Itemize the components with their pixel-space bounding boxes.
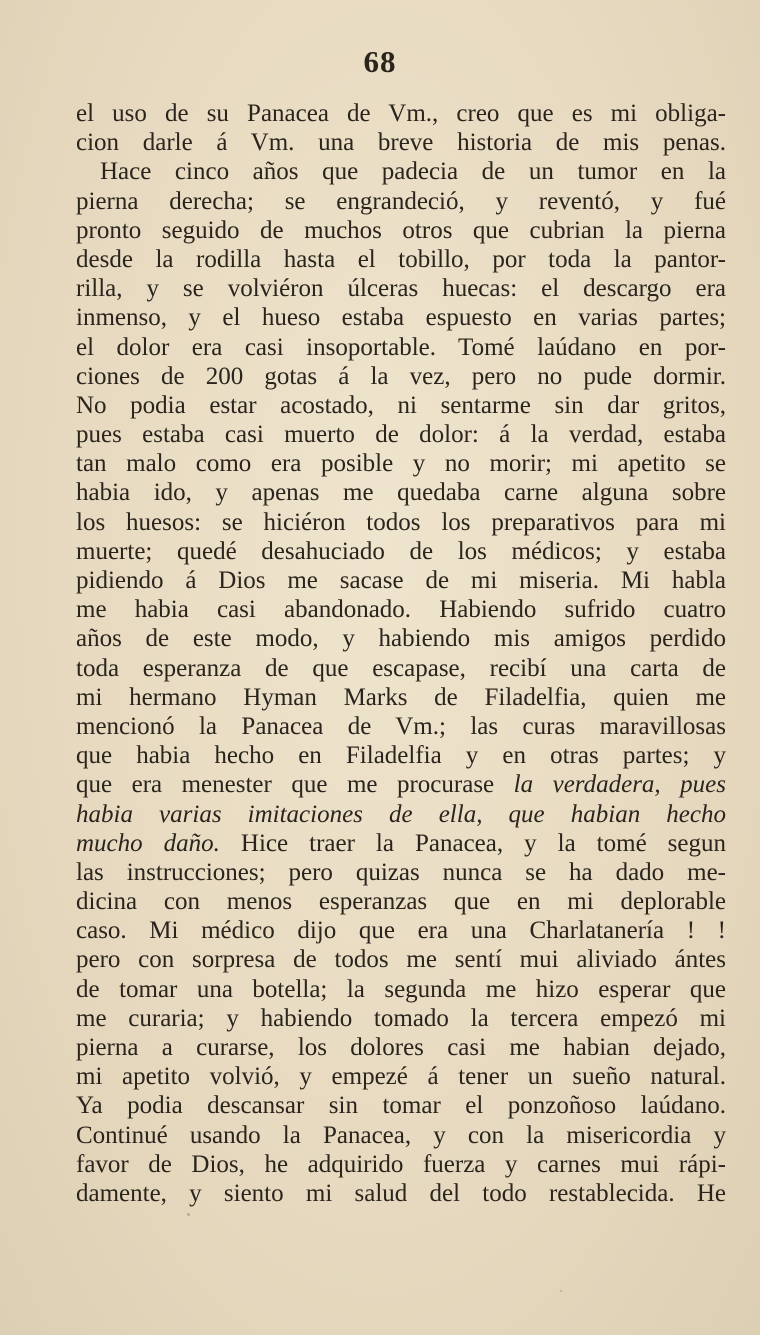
line-text: que era menester que me procurase bbox=[76, 771, 514, 799]
line-text: mi apetito volvió, y empezé á tener un sueño natural. bbox=[76, 1063, 726, 1091]
text-line bbox=[76, 128, 726, 157]
line-text: las instrucciones; pero quizas nunca se ha dado me- bbox=[76, 858, 726, 886]
text-line bbox=[76, 1004, 726, 1033]
line-text: muerte; quedé desahuciado de los médicos; y estaba bbox=[76, 537, 726, 565]
line-text: el uso de su Panacea de Vm., creo que es mi obliga- bbox=[76, 100, 726, 127]
text-line bbox=[76, 216, 726, 245]
line-text: pidiendo á Dios me sacase de mi miseria. Mi habla bbox=[76, 567, 726, 594]
line-italic-text: la verdadera, pues bbox=[513, 771, 726, 799]
text-line bbox=[76, 1062, 726, 1091]
text-line bbox=[76, 99, 726, 128]
line-text: el dolor era casi insoportable. Tomé laúdano en por- bbox=[76, 333, 726, 361]
paper-spot bbox=[187, 1213, 190, 1216]
line-text: los huesos: se hiciéron todos los preparativos para mi bbox=[76, 508, 726, 536]
text-line bbox=[76, 478, 726, 507]
text-line bbox=[76, 1091, 726, 1120]
text-line bbox=[76, 1179, 726, 1208]
line-text: que habia hecho en Filadelfia y en otras partes; y bbox=[76, 742, 726, 770]
line-text: mencionó la Panacea de Vm.; las curas maravillosas bbox=[76, 712, 726, 740]
text-line bbox=[76, 157, 726, 186]
body-text bbox=[76, 99, 726, 1208]
line-text: ciones de 200 gotas á la vez, pero no pude dormir. bbox=[76, 362, 726, 390]
line-text: desde la rodilla hasta el tobillo, por toda la pantor- bbox=[76, 245, 726, 273]
line-text: Continué usando la Panacea, y con la misericordia y bbox=[76, 1121, 726, 1149]
line-text: dicina con menos esperanzas que en mi deplorable bbox=[76, 888, 726, 916]
line-text: pierna derecha; se engrandeció, y reventó, y fué bbox=[76, 187, 726, 215]
line-text: Ya podia descansar sin tomar el ponzoñoso laúdano. bbox=[76, 1092, 726, 1120]
line-text: pues estaba casi muerto de dolor: á la verdad, estaba bbox=[76, 421, 726, 449]
text-line bbox=[76, 274, 726, 303]
line-text: mi hermano Hyman Marks de Filadelfia, quien me bbox=[76, 683, 726, 711]
text-line bbox=[76, 712, 726, 741]
text-line bbox=[76, 362, 726, 391]
line-italic-text: habia varias imitaciones de ella, que habian hecho bbox=[76, 800, 726, 828]
text-line bbox=[76, 858, 726, 887]
line-text: rilla, y se volviéron úlceras huecas: el descargo era bbox=[76, 275, 726, 303]
line-italic-text: mucho daño. bbox=[76, 829, 220, 857]
line-text: pronto seguido de muchos otros que cubrian la pierna bbox=[76, 216, 726, 244]
text-line bbox=[76, 595, 726, 624]
text-line bbox=[76, 975, 726, 1004]
line-text: Hace cinco años que padecia de un tumor en la bbox=[100, 158, 726, 186]
line-text: inmenso, y el hueso estaba espuesto en varias partes; bbox=[76, 304, 726, 332]
line-text: toda esperanza de que escapase, recibí una carta de bbox=[76, 654, 726, 682]
line-text: pierna a curarse, los dolores casi me habian dejado, bbox=[76, 1034, 726, 1061]
text-line bbox=[76, 303, 726, 332]
line-text: de tomar una botella; la segunda me hizo esperar que bbox=[76, 975, 726, 1003]
text-line bbox=[76, 800, 726, 829]
text-line bbox=[76, 916, 726, 945]
text-line bbox=[76, 1121, 726, 1150]
text-line bbox=[76, 420, 726, 449]
text-line bbox=[76, 654, 726, 683]
text-line bbox=[76, 391, 726, 420]
line-text: tan malo como era posible y no morir; mi apetito se bbox=[76, 450, 726, 478]
text-line bbox=[76, 537, 726, 566]
text-line bbox=[76, 1150, 726, 1179]
text-line bbox=[76, 333, 726, 362]
line-text: caso. Mi médico dijo que era una Charlatanería ! ! bbox=[76, 917, 726, 945]
text-line bbox=[76, 770, 726, 799]
text-line bbox=[76, 245, 726, 274]
text-line bbox=[76, 449, 726, 478]
text-line bbox=[76, 829, 726, 858]
line-text: damente, y siento mi salud del todo restablecida. He bbox=[76, 1179, 726, 1207]
line-text: cion darle á Vm. una breve historia de mis penas. bbox=[76, 129, 726, 157]
text-line bbox=[76, 508, 726, 537]
line-text: favor de Dios, he adquirido fuerza y carnes mui rápi- bbox=[76, 1150, 726, 1178]
text-line bbox=[76, 187, 726, 216]
paper-spot bbox=[560, 1290, 562, 1292]
text-line bbox=[76, 741, 726, 770]
text-line bbox=[76, 624, 726, 653]
text-line bbox=[76, 887, 726, 916]
text-line bbox=[76, 945, 726, 974]
line-text: pero con sorpresa de todos me sentí mui aliviado ántes bbox=[76, 946, 726, 974]
text-line bbox=[76, 566, 726, 595]
line-text: No podia estar acostado, ni sentarme sin dar gritos, bbox=[76, 391, 726, 419]
page-number: 68 bbox=[363, 44, 397, 79]
line-text: años de este modo, y habiendo mis amigos perdido bbox=[76, 625, 726, 653]
line-text: habia ido, y apenas me quedaba carne alguna sobre bbox=[76, 479, 726, 507]
line-text-after: Hice traer la Panacea, y la tomé segun bbox=[219, 829, 727, 857]
line-text: me curaria; y habiendo tomado la tercera empezó mi bbox=[76, 1004, 726, 1032]
text-line bbox=[76, 683, 726, 712]
line-text: me habia casi abandonado. Habiendo sufrido cuatro bbox=[76, 596, 726, 624]
text-line bbox=[76, 1033, 726, 1062]
